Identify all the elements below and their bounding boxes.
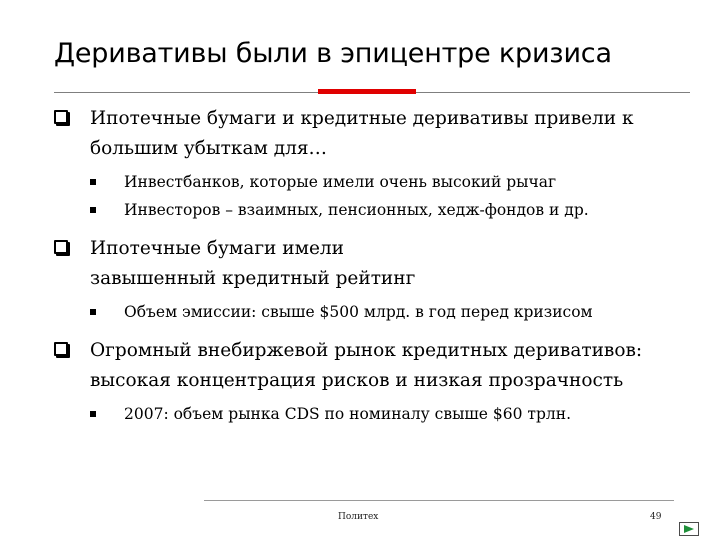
slide-title: Деривативы были в эпицентре кризиса [54,38,612,69]
sub-bullet-item [54,196,704,224]
bullet-item [54,234,704,294]
sub-bullet-text: Объем эмиссии: свыше $500 млрд. в год перед кризисом [124,303,593,321]
sub-bullet-item [54,298,704,326]
solid-square-bullet-icon [90,309,96,315]
hollow-square-bullet-icon [54,110,68,124]
footer-rule [204,500,674,501]
bullet-text-continuation: завышенный кредитный рейтинг [90,268,416,289]
solid-square-bullet-icon [90,411,96,417]
sub-bullet-text: 2007: объем рынка CDS по номиналу свыше $60 трлн. [124,405,572,423]
bullet-text: Ипотечные бумаги и кредитные деривативы привели к [90,108,634,129]
sub-bullet-text: Инвестбанков, которые имели очень высокий рычаг [124,173,557,191]
solid-square-bullet-icon [90,207,96,213]
page-number: 49 [650,512,662,522]
bullet-item [54,104,704,164]
hollow-square-bullet-icon [54,342,68,356]
title-accent-bar [318,89,416,94]
sub-bullet-text: Инвесторов – взаимных, пенсионных, хедж-фондов и др. [124,201,589,219]
solid-square-bullet-icon [90,179,96,185]
bullet-item [54,336,704,396]
slide-body [54,104,704,428]
bullet-text: Огромный внебиржевой рынок кредитных деривативов: [90,340,643,361]
hollow-square-bullet-icon [54,240,68,254]
bullet-text: Ипотечные бумаги имели [90,238,344,259]
sub-bullet-item [54,400,704,428]
sub-bullet-item [54,168,704,196]
navigation-arrow-icon[interactable] [679,522,699,536]
footer-label: Политех [338,512,379,522]
bullet-text-continuation: высокая концентрация рисков и низкая прозрачность [90,370,624,391]
bullet-text-continuation: большим убыткам для… [90,138,328,159]
